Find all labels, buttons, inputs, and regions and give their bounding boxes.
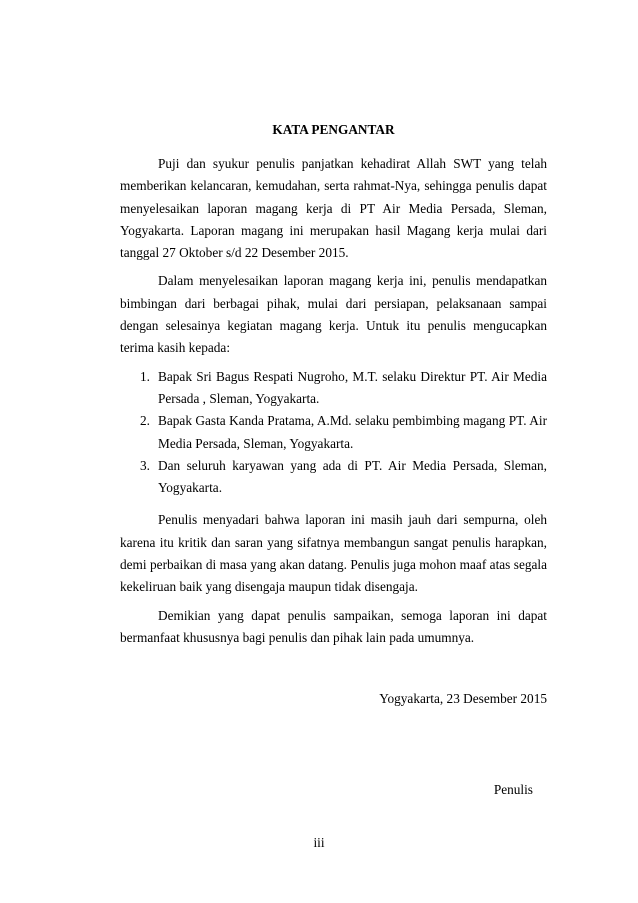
body-content [120, 153, 547, 655]
paragraph-3: Penulis menyadari bahwa laporan ini masih jauh dari sempurna, oleh karena itu kritik dan saran yang sifatnya membangun sangat penulis harapkan, demi perbaikan di masa yang akan datang. Penulis juga mohon maaf atas segala kekeliruan baik yang disengaja maupun tidak disengaja. [120, 512, 547, 595]
list-number: 1. [140, 368, 150, 384]
paragraph-1: Puji dan syukur penulis panjatkan kehadirat Allah SWT yang telah memberikan kelancaran, kemudahan, serta rahmat-Nya, sehingga penulis dapat menyelesaikan laporan magang kerja di PT Air Media Persada, Sleman, Yogyakarta. Laporan magang ini merupakan hasil Magang kerja mulai dari tanggal 27 Oktober s/d 22 Desember 2015. [120, 156, 547, 261]
list-text: Bapak Gasta Kanda Pratama, A.Md. selaku pembimbing magang PT. Air Media Persada, Sleman, Yogyakarta. [158, 413, 547, 451]
signer-label: Penulis [493, 782, 533, 797]
acknowledgement-list [120, 366, 547, 500]
list-text: Bapak Sri Bagus Respati Nugroho, M.T. selaku Direktur PT. Air Media Persada , Sleman, Yogyakarta. [158, 368, 547, 406]
list-number: 2. [140, 413, 150, 429]
list-item [120, 410, 547, 455]
place-date: Yogyakarta, 23 Desember 2015 [379, 691, 547, 706]
paragraph-2: Dalam menyelesaikan laporan magang kerja ini, penulis mendapatkan bimbingan dari berbagai pihak, mulai dari persiapan, pelaksanaan sampai dengan selesainya kegiatan magang kerja. Untuk itu penulis mengucapkan terima kasih kepada: [120, 273, 547, 356]
list-item [120, 366, 547, 411]
page-number: iii [313, 835, 325, 850]
paragraph-4: Demikian yang dapat penulis sampaikan, semoga laporan ini dapat bermanfaat khususnya bagi penulis dan pihak lain pada umumnya. [120, 607, 547, 645]
page-title: KATA PENGANTAR [272, 122, 395, 137]
list-text: Dan seluruh karyawan yang ada di PT. Air Media Persada, Sleman, Yogyakarta. [158, 457, 547, 496]
list-number: 3. [140, 457, 150, 473]
list-item [120, 455, 547, 500]
